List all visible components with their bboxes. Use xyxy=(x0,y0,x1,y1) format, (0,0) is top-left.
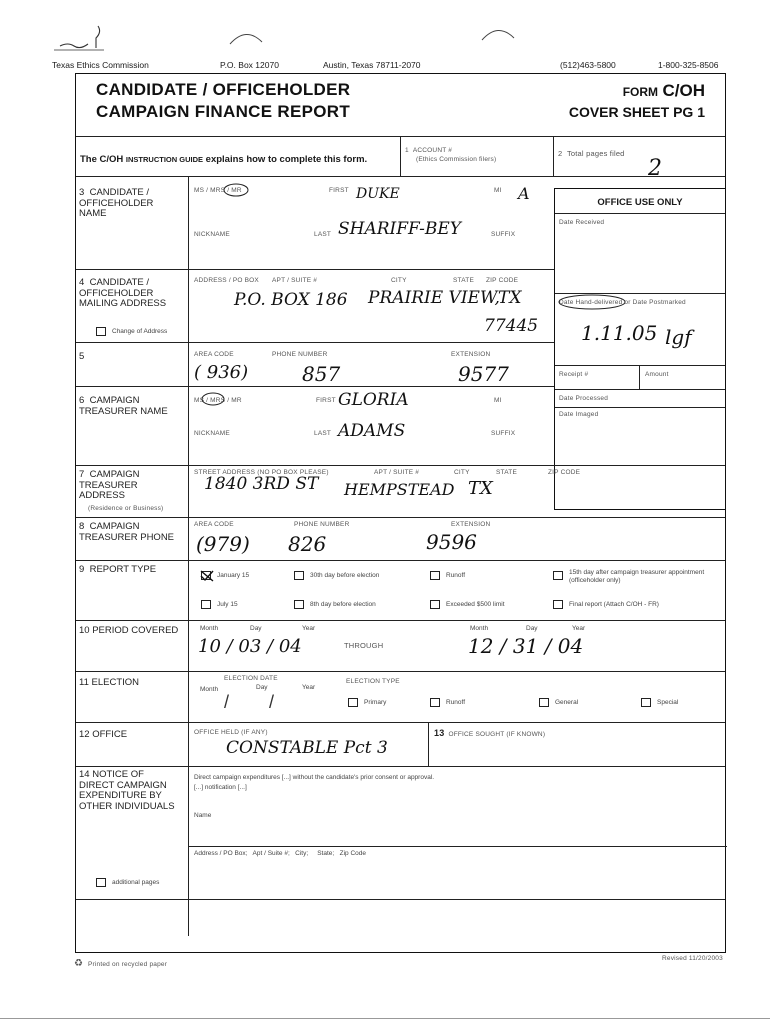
option-july-15: July 15 xyxy=(217,601,238,608)
hole-punch-mark xyxy=(478,26,518,50)
option-general: General xyxy=(555,699,579,706)
checkbox-15th-day-after[interactable] xyxy=(553,571,563,580)
zip-label: ZIP CODE xyxy=(486,277,519,284)
divider xyxy=(76,269,554,270)
divider xyxy=(76,386,554,387)
option-runoff: Runoff xyxy=(446,572,466,579)
candidate-phone[interactable]: 857 xyxy=(302,362,341,386)
notice-address-label: Address / PO Box; Apt / Suite #; City; State; Zip Code xyxy=(194,850,366,857)
office-held-label: OFFICE HELD (IF ANY) xyxy=(194,729,268,736)
divider xyxy=(76,671,725,672)
office-sought-label: 13 OFFICE SOUGHT (IF KNOWN) xyxy=(434,728,546,738)
residence-business-label: (Residence or Business) xyxy=(88,505,164,512)
form-code xyxy=(623,81,705,101)
mailing-address[interactable]: P.O. BOX 186 xyxy=(234,290,348,310)
divider xyxy=(76,342,554,343)
checkbox-8th-day[interactable] xyxy=(294,600,304,609)
checkbox-exceeded-limit[interactable] xyxy=(430,600,440,609)
election-date-slashes[interactable]: / / xyxy=(224,692,275,712)
checkbox-january-15[interactable] xyxy=(201,571,211,580)
mr-circle-mark xyxy=(222,181,250,197)
suffix-label: SUFFIX xyxy=(491,430,516,437)
option-exceeded-limit: Exceeded $500 limit xyxy=(446,601,505,608)
instruction-guide-label: INSTRUCTION GUIDE xyxy=(125,155,204,164)
street-address-label: STREET ADDRESS (NO PO BOX PLEASE) xyxy=(194,469,329,476)
change-of-address-checkbox[interactable] xyxy=(96,327,106,336)
notice-name-label: Name xyxy=(194,812,212,819)
section9-label: 9 REPORT TYPE xyxy=(79,564,157,575)
state-label: STATE xyxy=(496,469,517,476)
mi-label: MI xyxy=(494,187,502,194)
treasurer-extension[interactable]: 9596 xyxy=(426,530,477,554)
section12-label: 12 OFFICE xyxy=(79,729,128,740)
first-name-label: FIRST xyxy=(329,187,349,194)
notice-text-line1: Direct campaign expenditures [...] without the candidate's prior consent or approval. xyxy=(194,774,435,781)
checkbox-primary[interactable] xyxy=(348,698,358,707)
date-hand-delivered-label: Date Hand-delivered or Date Postmarked xyxy=(559,299,686,306)
divider xyxy=(428,722,429,766)
through-label: THROUGH xyxy=(344,641,384,650)
divider xyxy=(188,846,727,847)
month-label: Month xyxy=(200,625,219,632)
section11-label: 11 ELECTION xyxy=(79,677,140,688)
state-label: STATE xyxy=(453,277,474,284)
option-8th-day: 8th day before election xyxy=(310,601,376,608)
recycled-paper-note: Printed on recycled paper xyxy=(88,961,168,968)
year-label: Year xyxy=(572,625,586,632)
form-prefix: FORM xyxy=(622,85,659,99)
commission-phone: (512)463-5800 xyxy=(560,60,616,70)
treasurer-state[interactable]: TX xyxy=(468,478,493,499)
checkmark-icon xyxy=(200,570,214,582)
mailing-state[interactable]: TX xyxy=(498,288,522,308)
treasurer-city[interactable]: HEMPSTEAD xyxy=(344,480,455,499)
divider xyxy=(555,213,725,214)
treasurer-area-code[interactable]: (979) xyxy=(196,532,250,556)
page-bottom-rule xyxy=(0,1018,770,1019)
city-label: CITY xyxy=(391,277,407,284)
section14-label: 14 NOTICE OF DIRECT CAMPAIGN EXPENDITURE BY OTHER INDIVIDUALS xyxy=(79,769,175,812)
section8-label: 8 CAMPAIGN TREASURER PHONE xyxy=(79,521,175,543)
account-number-label: 1 ACCOUNT # xyxy=(405,147,453,154)
office-use-title: OFFICE USE ONLY xyxy=(597,197,683,208)
period-from[interactable]: 10 / 03 / 04 xyxy=(198,636,302,657)
city-label: CITY xyxy=(454,469,470,476)
additional-pages-checkbox[interactable] xyxy=(96,878,106,887)
apt-label: APT / SUITE # xyxy=(272,277,318,284)
divider xyxy=(639,365,640,389)
option-final-report: Final report (Attach C/OH - FR) xyxy=(569,601,659,608)
section6-label: 6 CAMPAIGN TREASURER NAME xyxy=(79,395,168,417)
checkbox-special[interactable] xyxy=(641,698,651,707)
notice-text-line2: [...] notification [...] xyxy=(194,784,247,791)
election-type-label: ELECTION TYPE xyxy=(346,678,400,685)
treasurer-first-name[interactable]: GLORIA xyxy=(338,390,409,410)
divider xyxy=(76,517,725,518)
first-name-label: FIRST xyxy=(316,397,336,404)
suffix-label: SUFFIX xyxy=(491,231,516,238)
divider xyxy=(76,766,725,767)
date-hand-delivered-value: 1.11.05 xyxy=(581,321,658,345)
recycle-icon: ♻ xyxy=(74,958,83,969)
po-box: P.O. Box 12070 xyxy=(220,60,279,70)
section4-label: 4 CANDIDATE / OFFICEHOLDER MAILING ADDRESS xyxy=(79,277,167,309)
month-label: Month xyxy=(470,625,489,632)
checkbox-30th-day[interactable] xyxy=(294,571,304,580)
total-pages-label: 2 Total pages filed xyxy=(558,149,625,158)
form-title-line2: CAMPAIGN FINANCE REPORT xyxy=(96,102,351,121)
option-runoff-election: Runoff xyxy=(446,699,466,706)
treasurer-street[interactable]: 1840 3RD ST xyxy=(204,474,319,494)
section7-label: 7 CAMPAIGN TREASURER ADDRESS xyxy=(79,469,140,501)
divider xyxy=(76,722,725,723)
area-code-label: AREA CODE xyxy=(194,351,234,358)
checkbox-final-report[interactable] xyxy=(553,600,563,609)
area-code-label: AREA CODE xyxy=(194,521,234,528)
mailing-zip[interactable]: 77445 xyxy=(484,316,539,336)
divider xyxy=(76,560,725,561)
ms-mrs-mr-label: MS / MRS / MR xyxy=(194,397,242,404)
date-imaged-label: Date Imaged xyxy=(559,411,599,418)
period-to[interactable]: 12 / 31 / 04 xyxy=(468,634,584,658)
apt-label: APT / SUITE # xyxy=(374,469,420,476)
hole-punch-mark xyxy=(226,30,266,54)
mi-label: MI xyxy=(494,397,502,404)
section3-label: 3 CANDIDATE / OFFICEHOLDER NAME xyxy=(79,187,154,219)
last-name-label: LAST xyxy=(314,430,332,437)
divider xyxy=(553,136,554,176)
nickname-label: NICKNAME xyxy=(194,231,230,238)
election-date-label: ELECTION DATE xyxy=(224,675,278,682)
revision-date: Revised 11/20/2003 xyxy=(662,955,723,962)
office-held-value[interactable]: CONSTABLE Pct 3 xyxy=(226,738,388,758)
form-title-line1: CANDIDATE / OFFICEHOLDER xyxy=(96,80,351,99)
clerk-initials: lgf xyxy=(665,325,692,349)
candidate-last-name[interactable]: SHARIFF-BEY xyxy=(338,219,461,239)
divider xyxy=(76,620,725,621)
divider xyxy=(555,389,725,390)
cover-sheet-label: COVER SHEET PG 1 xyxy=(568,104,705,120)
divider xyxy=(188,176,189,936)
commission-header xyxy=(52,60,726,72)
day-label: Day xyxy=(256,684,268,691)
commission-name: Texas Ethics Commission xyxy=(52,60,149,70)
section10-label: 10 PERIOD COVERED xyxy=(79,625,179,636)
ms-mrs-mr-label: MS / MRS / MR xyxy=(194,187,242,194)
divider xyxy=(76,176,725,177)
candidate-middle-initial[interactable]: A xyxy=(518,184,530,203)
option-15th-day-after: 15th day after campaign treasurer appointment (officeholder only) xyxy=(569,569,705,584)
campaign-finance-form xyxy=(75,73,726,953)
date-circle-mark xyxy=(557,293,627,311)
phone-number-label: PHONE NUMBER xyxy=(272,351,328,358)
date-processed-label: Date Processed xyxy=(559,395,609,402)
treasurer-last-name[interactable]: ADAMS xyxy=(338,421,406,441)
commission-city: Austin, Texas 78711-2070 xyxy=(323,60,421,70)
option-primary: Primary xyxy=(364,699,387,706)
commission-toll-free: 1-800-325-8506 xyxy=(658,60,719,70)
section5-number: 5 xyxy=(79,351,85,362)
checkbox-july-15[interactable] xyxy=(201,600,211,609)
amount-label: Amount xyxy=(645,371,669,378)
phone-number-label: PHONE NUMBER xyxy=(294,521,350,528)
stamp-scribble-left xyxy=(50,20,110,56)
extension-label: EXTENSION xyxy=(451,351,491,358)
total-pages-value[interactable]: 2 xyxy=(648,156,662,181)
candidate-extension[interactable]: 9577 xyxy=(458,362,509,386)
divider xyxy=(400,136,401,176)
mailing-city[interactable]: PRAIRIE VIEW, xyxy=(368,288,500,308)
account-number-sub: (Ethics Commission filers) xyxy=(416,156,497,163)
candidate-first-name[interactable]: DUKE xyxy=(356,186,400,202)
year-label: Year xyxy=(302,625,316,632)
treasurer-phone[interactable]: 826 xyxy=(288,532,327,556)
divider xyxy=(555,407,725,408)
divider xyxy=(76,899,725,900)
nickname-label: NICKNAME xyxy=(194,430,230,437)
additional-pages-label: additional pages xyxy=(112,879,160,886)
checkbox-runoff[interactable] xyxy=(430,571,440,580)
extension-label: EXTENSION xyxy=(451,521,491,528)
receipt-label: Receipt # xyxy=(559,371,589,378)
year-label: Year xyxy=(302,684,316,691)
candidate-area-code[interactable]: ( 936) xyxy=(194,362,249,383)
date-received-label: Date Received xyxy=(559,219,605,226)
checkbox-general[interactable] xyxy=(539,698,549,707)
address-label: ADDRESS / PO BOX xyxy=(194,277,259,284)
last-name-label: LAST xyxy=(314,231,332,238)
option-30th-day: 30th day before election xyxy=(310,572,380,579)
option-january-15: January 15 xyxy=(217,572,250,579)
mrs-circle-mark xyxy=(200,391,226,407)
zip-label: ZIP CODE xyxy=(548,469,581,476)
day-label: Day xyxy=(250,625,262,632)
divider xyxy=(555,365,725,366)
instructions-text: The C/OH INSTRUCTION GUIDE explains how to complete this form. xyxy=(80,154,368,165)
day-label: Day xyxy=(526,625,538,632)
month-label: Month xyxy=(200,686,219,693)
form-code-value: C/OH xyxy=(662,81,705,100)
divider xyxy=(76,465,725,466)
option-special: Special xyxy=(657,699,679,706)
office-use-only-panel xyxy=(554,188,725,510)
change-of-address-label: Change of Address xyxy=(112,328,168,335)
checkbox-runoff-election[interactable] xyxy=(430,698,440,707)
